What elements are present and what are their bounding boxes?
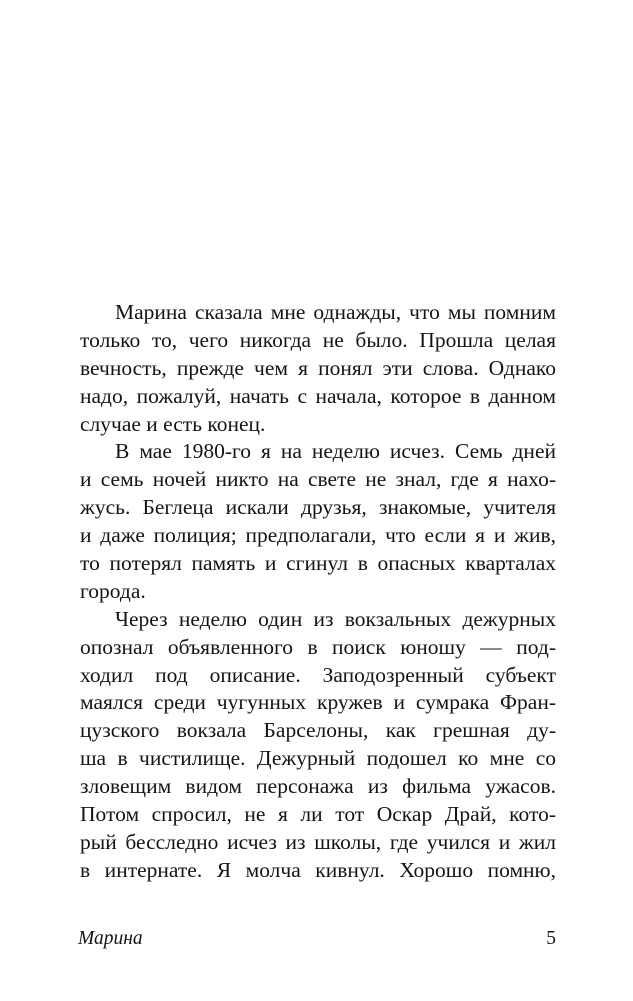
- text-line: надо, пожалуй, начать с начала, которое в данном: [80, 383, 556, 408]
- text-line: жусь. Беглеца искали друзья, знакомые, учителя: [80, 495, 556, 520]
- text-line: рый бесследно исчез из школы, где учился и жил: [80, 829, 556, 854]
- text-line: Марина сказала мне однажды, что мы помним: [115, 300, 556, 324]
- running-title: Марина: [78, 928, 143, 949]
- text-line: случае и есть конец.: [80, 411, 266, 436]
- text-line: В мае 1980-го я на неделю исчез. Семь дней: [115, 439, 556, 464]
- text-line: города.: [80, 578, 146, 603]
- text-line: то потерял память и сгинул в опасных кварталах: [80, 551, 556, 576]
- text-line: Через неделю один из вокзальных дежурных: [115, 606, 556, 631]
- text-line: маялся среди чугунных кружев и сумрака Фран-: [80, 690, 556, 715]
- text-line: опознал объявленного в поиск юношу — под-: [80, 634, 556, 659]
- text-line: цузского вокзала Барселоны, как грешная ду-: [80, 718, 556, 743]
- paragraph: [80, 606, 556, 885]
- page-number: 5: [546, 928, 556, 949]
- text-line: Потом спросил, не я ли тот Оскар Драй, кото-: [80, 802, 556, 827]
- text-line: и семь ночей никто на свете не знал, где я нахо-: [80, 467, 556, 492]
- paragraph: [80, 438, 556, 605]
- text-line: ша в чистилище. Дежурный подошел ко мне со: [80, 746, 556, 771]
- paragraph: [80, 299, 556, 438]
- page-footer: [78, 925, 556, 953]
- text-line: и даже полиция; предполагали, что если я и жив,: [80, 523, 556, 548]
- text-line: в интернате. Я молча кивнул. Хорошо помню,: [80, 857, 556, 882]
- text-line: ходил под описание. Заподозренный субъект: [80, 662, 556, 687]
- book-page-text: [80, 299, 556, 885]
- text-line: зловещим видом персонажа из фильма ужасов.: [80, 774, 556, 799]
- text-line: только то, чего никогда не было. Прошла целая: [80, 327, 556, 352]
- text-line: вечность, прежде чем я понял эти слова. Однако: [80, 355, 556, 380]
